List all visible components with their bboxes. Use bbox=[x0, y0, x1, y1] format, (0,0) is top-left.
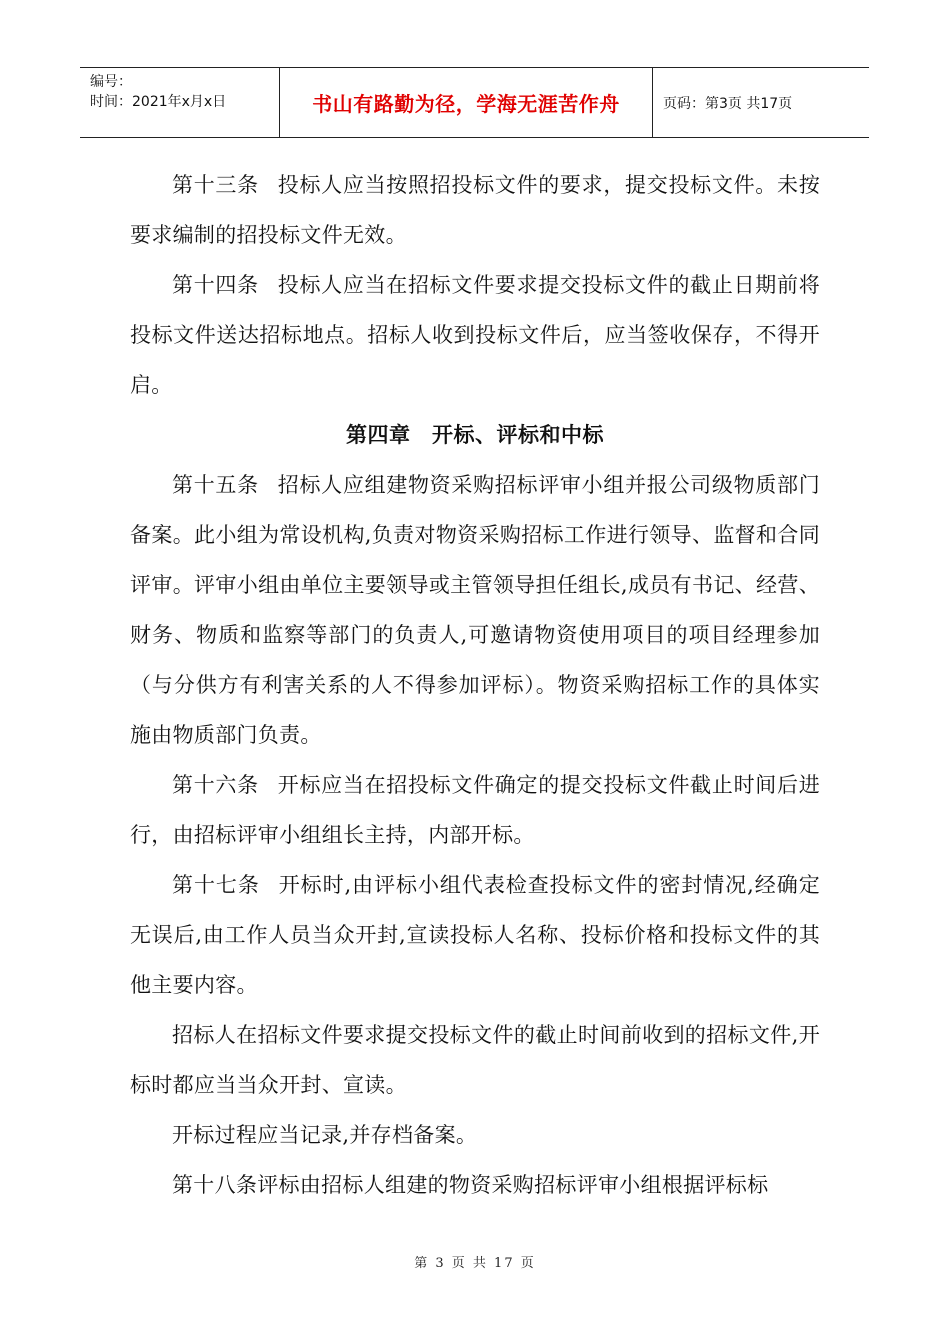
article-text: 投标人应当按照招投标文件的要求，提交投标文件。未按要求编制的招投标文件无效。 bbox=[130, 173, 821, 247]
article-15 bbox=[130, 460, 820, 760]
article-13 bbox=[130, 160, 820, 260]
article-number: 第十五条 bbox=[172, 473, 259, 497]
article-14 bbox=[130, 260, 820, 410]
article-text: 投标人应当在招标文件要求提交投标文件的截止日期前将投标文件送达招标地点。招标人收到投标文件后，应当签收保存，不得开启。 bbox=[130, 273, 821, 397]
article-text: 招标人应组建物资采购招标评审小组并报公司级物质部门备案。此小组为常设机构,负责对物资采购招标工作进行领导、监督和合同评审。评审小组由单位主要领导或主管领导担任组长,成员有书记、经营、财务、物质和监察等部门的负责人,可邀请物资使用项目的项目经理参加（与分供方有利害关系的人不得参加评标）。物资采购招标工作的具体实施由物质部门负责。 bbox=[130, 473, 821, 747]
paragraph: 开标过程应当记录,并存档备案。 bbox=[172, 1123, 478, 1147]
article-number: 第十四条 bbox=[172, 273, 259, 297]
article-number: 第十三条 bbox=[172, 173, 259, 197]
article-16 bbox=[130, 760, 820, 860]
header-meta bbox=[80, 68, 280, 137]
chapter-heading: 第四章 开标、评标和中标 bbox=[346, 423, 604, 447]
paragraph: 招标人在招标文件要求提交投标文件的截止时间前收到的招标文件,开标时都应当当众开封、宣读。 bbox=[130, 1023, 820, 1097]
header-page-info: 页码：第3页 共17页 bbox=[663, 95, 793, 112]
header-motto: 书山有路勤为径，学海无涯苦作舟 bbox=[280, 68, 653, 137]
document-number-label: 编号： bbox=[90, 74, 132, 90]
page-footer: 第 3 页 共 17 页 bbox=[414, 1256, 536, 1271]
article-18: 第十八条评标由招标人组建的物资采购招标评审小组根据评标标 bbox=[172, 1173, 769, 1197]
article-number: 第十七条 bbox=[172, 873, 260, 897]
document-date: 时间：2021年x月x日 bbox=[90, 94, 227, 110]
article-number: 第十六条 bbox=[172, 773, 259, 797]
document-body bbox=[130, 160, 820, 1210]
article-17 bbox=[130, 860, 820, 1010]
article-text: 开标应当在招投标文件确定的提交投标文件截止时间后进行，由招标评审小组组长主持，内部开标。 bbox=[130, 773, 821, 847]
article-text: 开标时,由评标小组代表检查投标文件的密封情况,经确定无误后,由工作人员当众开封,宣读投标人名称、投标价格和投标文件的其他主要内容。 bbox=[130, 873, 820, 997]
page-header bbox=[80, 67, 869, 138]
